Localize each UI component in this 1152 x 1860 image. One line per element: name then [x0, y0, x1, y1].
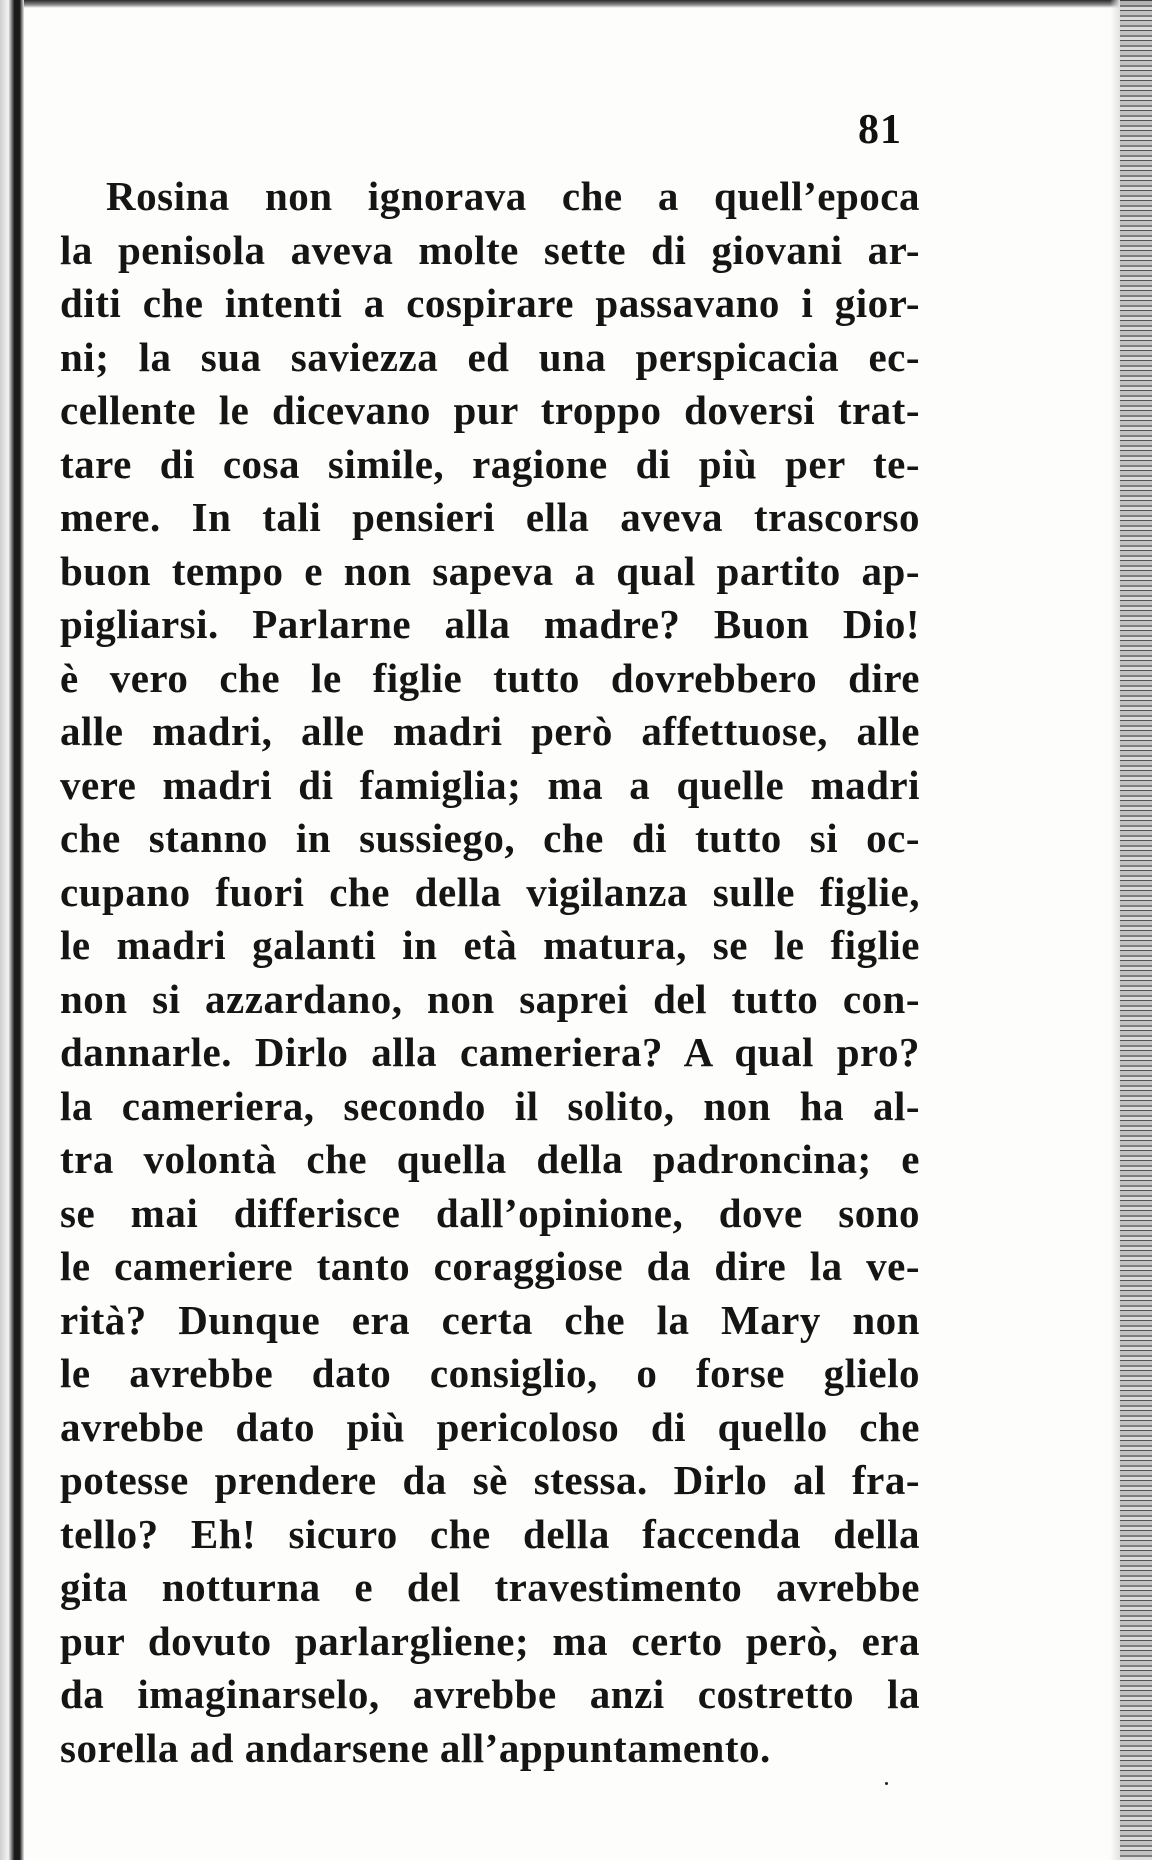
- text-line: le cameriere tanto coraggiose da dire la ve-: [60, 1243, 920, 1289]
- text-line: se mai differisce dall’opinione, dove sono: [60, 1189, 920, 1236]
- text-line: tra volontà che quella della padroncina; e: [60, 1136, 920, 1182]
- text-line: avrebbe dato più pericoloso di quello che: [60, 1403, 920, 1450]
- body-text: [60, 170, 920, 1775]
- text-line: cellente le dicevano pur troppo doversi trat-: [60, 387, 920, 433]
- text-line: buon tempo e non sapeva a qual partito ap-: [60, 547, 920, 594]
- paper-speck: [885, 1782, 888, 1785]
- page-right-shadow: [1110, 0, 1120, 1860]
- text-line: rità? Dunque era certa che la Mary non: [60, 1296, 920, 1343]
- text-line: dannarle. Dirlo alla cameriera? A qual pro?: [60, 1029, 920, 1075]
- text-line: vere madri di famiglia; ma a quelle madri: [60, 761, 920, 808]
- text-line: gita notturna e del travestimento avrebbe: [60, 1564, 920, 1610]
- text-line: che stanno in sussiego, che di tutto si oc-: [60, 815, 920, 861]
- text-line: le avrebbe dato consiglio, o forse glielo: [60, 1350, 920, 1396]
- text-line: alle madri, alle madri però affettuose, alle: [60, 708, 920, 754]
- text-line: pigliarsi. Parlarne alla madre? Buon Dio!: [60, 601, 920, 647]
- text-line: Rosina non ignorava che a quell’epoca: [106, 173, 920, 219]
- text-line: da imaginarselo, avrebbe anzi costretto la: [60, 1671, 920, 1717]
- text-line: tello? Eh! sicuro che della faccenda della: [60, 1510, 920, 1557]
- text-line: ni; la sua saviezza ed una perspicacia ec-: [60, 333, 920, 380]
- text-line: le madri galanti in età matura, se le figlie: [60, 922, 920, 968]
- page-right-edge: [1120, 0, 1152, 1860]
- page-binding-edge: [0, 0, 24, 1860]
- text-line: tare di cosa simile, ragione di più per te-: [60, 440, 920, 487]
- text-line: potesse prendere da sè stessa. Dirlo al fra-: [60, 1457, 920, 1503]
- text-line: pur dovuto parlargliene; ma certo però, era: [60, 1617, 920, 1664]
- text-line: diti che intenti a cospirare passavano i gior-: [60, 280, 920, 326]
- text-line: cupano fuori che della vigilanza sulle figlie,: [60, 868, 920, 915]
- text-line: la cameriera, secondo il solito, non ha al-: [60, 1082, 920, 1129]
- text-line: mere. In tali pensieri ella aveva trascorso: [60, 494, 920, 540]
- text-line: la penisola aveva molte sette di giovani ar-: [60, 226, 920, 273]
- text-line: sorella ad andarsene all’appuntamento.: [60, 1724, 771, 1771]
- text-line: è vero che le figlie tutto dovrebbero dire: [60, 654, 920, 701]
- page-number: 81: [858, 107, 902, 153]
- text-line: non si azzardano, non saprei del tutto con-: [60, 975, 920, 1022]
- page-top-edge: [0, 0, 1152, 8]
